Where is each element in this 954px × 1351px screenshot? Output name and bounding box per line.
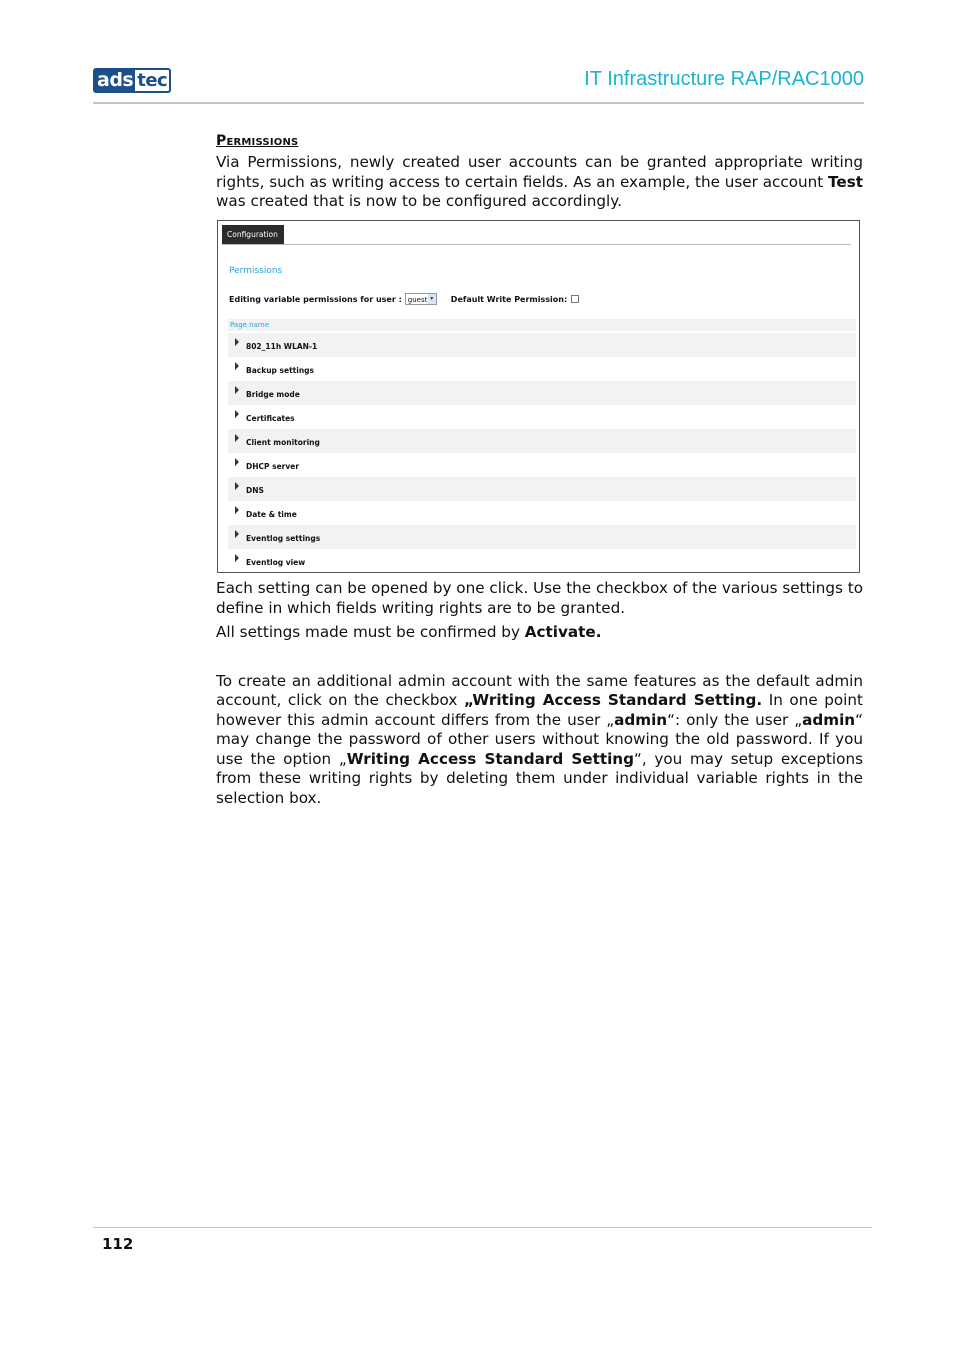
admin-bold-2: admin bbox=[614, 710, 668, 729]
list-item[interactable] bbox=[228, 501, 856, 525]
permissions-section bbox=[216, 133, 863, 212]
activate-text: All settings made must be confirmed by bbox=[216, 623, 525, 641]
open-setting-paragraph: Each setting can be opened by one click. Use the checkbox of the various settings to define in which fields writing rights are to be granted. bbox=[216, 579, 863, 617]
pages-list bbox=[228, 333, 856, 573]
list-item[interactable] bbox=[228, 477, 856, 501]
expand-arrow-icon[interactable] bbox=[235, 506, 239, 514]
list-item[interactable] bbox=[228, 453, 856, 477]
list-item[interactable] bbox=[228, 525, 856, 549]
tab-configuration[interactable]: Configuration bbox=[222, 225, 284, 244]
expand-arrow-icon[interactable] bbox=[235, 410, 239, 418]
expand-arrow-icon[interactable] bbox=[235, 458, 239, 466]
expand-arrow-icon[interactable] bbox=[235, 362, 239, 370]
adstec-logo bbox=[93, 68, 177, 93]
page-label: Backup settings bbox=[246, 366, 314, 375]
page-label: 802_11h WLAN-1 bbox=[246, 342, 318, 351]
activate-paragraph bbox=[216, 623, 863, 643]
header-divider bbox=[93, 102, 864, 104]
page-label: Certificates bbox=[246, 414, 295, 423]
admin-account-paragraph bbox=[216, 672, 863, 809]
page-label: Eventlog settings bbox=[246, 534, 321, 543]
intro-paragraph bbox=[216, 153, 863, 212]
page-label: DHCP server bbox=[246, 462, 300, 471]
admin-bold-4: Writing Access Standard Setting bbox=[346, 749, 634, 768]
user-select[interactable] bbox=[405, 293, 437, 305]
footer-divider bbox=[93, 1227, 872, 1228]
expand-arrow-icon[interactable] bbox=[235, 554, 239, 562]
admin-bold-1: „Writing Access Standard Setting. bbox=[463, 691, 763, 709]
admin-text-2: In one point however this admin account differs from the user „ bbox=[216, 691, 863, 729]
page-label: Client monitoring bbox=[246, 438, 320, 447]
document-title: IT Infrastructure RAP/RAC1000 bbox=[584, 68, 864, 90]
intro-text-1: Via Permissions, newly created user accounts can be granted appropriate writing rights, such as writing access to certain fields. As an example, the user account bbox=[216, 153, 863, 191]
list-item[interactable] bbox=[228, 405, 856, 429]
permissions-title: Permissions bbox=[229, 266, 283, 276]
editing-user-label: Editing variable permissions for user : bbox=[229, 294, 402, 304]
admin-text-1: To create an additional admin account with the same features as the default admin account, click on the checkbox bbox=[216, 671, 863, 709]
expand-arrow-icon[interactable] bbox=[235, 338, 239, 346]
expand-arrow-icon[interactable] bbox=[235, 434, 239, 442]
expand-arrow-icon[interactable] bbox=[235, 386, 239, 394]
admin-text-4: “ may change the password of other users without knowing the old password. If you use the option „ bbox=[216, 710, 863, 768]
default-write-checkbox[interactable] bbox=[571, 295, 579, 303]
after-screenshot-text bbox=[216, 579, 863, 808]
page-label: Eventlog view bbox=[246, 558, 306, 567]
logo-ads-text: ads bbox=[93, 68, 135, 93]
tab-bar bbox=[222, 225, 851, 245]
list-item[interactable] bbox=[228, 357, 856, 381]
section-heading: Permissions bbox=[216, 133, 299, 149]
page-label: DNS bbox=[246, 486, 264, 495]
admin-text-3: “: only the user „ bbox=[667, 710, 803, 729]
list-item[interactable] bbox=[228, 333, 856, 357]
activate-bold: Activate. bbox=[524, 623, 602, 641]
chevron-down-icon[interactable]: ▾ bbox=[428, 294, 436, 304]
edit-permissions-row bbox=[229, 293, 579, 305]
user-select-value: guest bbox=[407, 296, 428, 304]
admin-bold-3: admin bbox=[802, 710, 856, 729]
default-write-label: Default Write Permission: bbox=[450, 294, 568, 304]
page-label: Bridge mode bbox=[246, 390, 300, 399]
permissions-screenshot bbox=[217, 220, 860, 573]
admin-text-5: “, you may setup exceptions from these writing rights by deleting them under individual variable rights in the selection box. bbox=[216, 749, 863, 807]
page-name-header: Page name bbox=[228, 319, 856, 331]
page-number: 112 bbox=[102, 1235, 134, 1253]
expand-arrow-icon[interactable] bbox=[235, 530, 239, 538]
intro-bold-test: Test bbox=[828, 172, 863, 191]
intro-text-2: was created that is now to be configured accordingly. bbox=[216, 192, 622, 210]
list-item[interactable] bbox=[228, 429, 856, 453]
list-item[interactable] bbox=[228, 381, 856, 405]
logo-tec-text: tec bbox=[135, 68, 171, 93]
page-label: Date & time bbox=[246, 510, 297, 519]
list-item[interactable] bbox=[228, 549, 856, 573]
expand-arrow-icon[interactable] bbox=[235, 482, 239, 490]
